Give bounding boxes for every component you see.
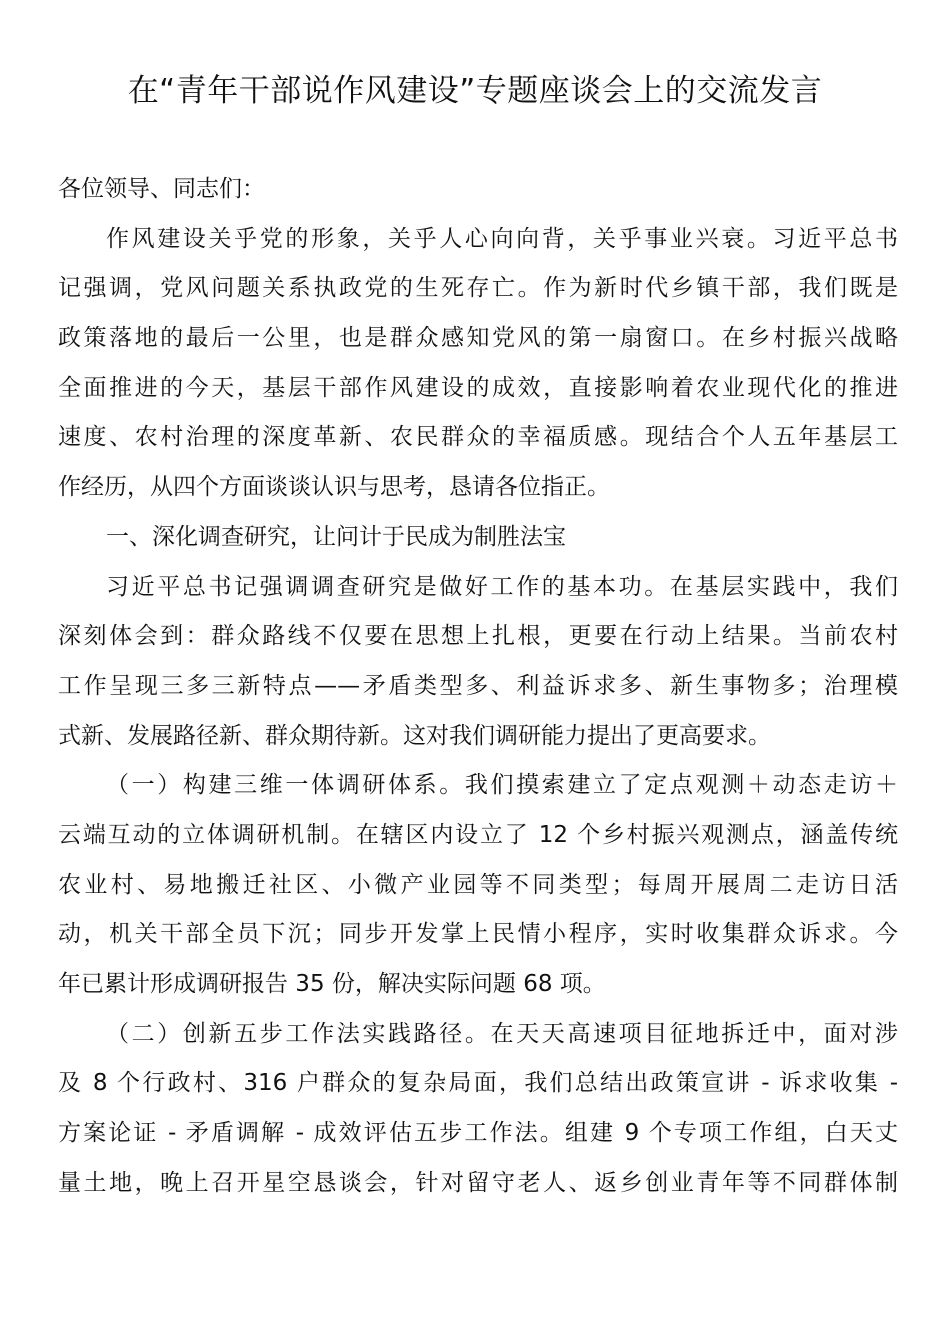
document-body [58, 165, 898, 1208]
paragraph-line: 全面推进的今天，基层干部作风建设的成效，直接影响着农业现代化的推进 [58, 374, 898, 401]
paragraph-line: （一）构建三维一体调研体系。我们摸索建立了定点观测＋动态走访＋ [106, 772, 898, 799]
paragraph-line: 方案论证 - 矛盾调解 - 成效评估五步工作法。组建 9 个专项工作组，白天丈 [58, 1120, 898, 1147]
paragraph-line: 工作呈现三多三新特点——矛盾类型多、利益诉求多、新生事物多；治理模 [58, 672, 898, 699]
paragraph-line: （二）创新五步工作法实践路径。在天天高速项目征地拆迁中，面对涉 [106, 1020, 898, 1047]
paragraph-line: 记强调，党风问题关系执政党的生死存亡。作为新时代乡镇干部，我们既是 [58, 275, 898, 302]
paragraph-line: 量土地，晚上召开星空恳谈会，针对留守老人、返乡创业青年等不同群体制 [58, 1169, 898, 1196]
paragraph-line: 云端互动的立体调研机制。在辖区内设立了 12 个乡村振兴观测点，涵盖传统 [58, 821, 898, 848]
paragraph-line: 政策落地的最后一公里，也是群众感知党风的第一扇窗口。在乡村振兴战略 [58, 325, 898, 352]
salutation: 各位领导、同志们： [58, 176, 265, 202]
paragraph-line: 深刻体会到：群众路线不仅要在思想上扎根，更要在行动上结果。当前农村 [58, 623, 898, 650]
paragraph-line: 式新、发展路径新、群众期待新。这对我们调研能力提出了更高要求。 [58, 722, 771, 749]
paragraph-line: 速度、农村治理的深度革新、农民群众的幸福质感。现结合个人五年基层工 [58, 424, 898, 451]
paragraph-line: 作风建设关乎党的形象，关乎人心向向背，关乎事业兴衰。习近平总书 [106, 225, 898, 252]
section-heading: 一、深化调查研究，让问计于民成为制胜法宝 [106, 523, 566, 550]
paragraph-line: 动，机关干部全员下沉；同步开发掌上民情小程序，实时收集群众诉求。今 [58, 921, 898, 948]
paragraph-line: 年已累计形成调研报告 35 份，解决实际问题 68 项。 [58, 971, 606, 997]
paragraph-line: 习近平总书记强调调查研究是做好工作的基本功。在基层实践中，我们 [106, 573, 898, 600]
paragraph-line: 作经历，从四个方面谈谈认识与思考，恳请各位指正。 [58, 474, 610, 501]
paragraph-line: 及 8 个行政村、316 户群众的复杂局面，我们总结出政策宣讲 - 诉求收集 - [58, 1070, 898, 1097]
paragraph-line: 农业村、易地搬迁社区、小微产业园等不同类型；每周开展周二走访日活 [58, 871, 898, 898]
document-title: 在“青年干部说作风建设”专题座谈会上的交流发言 [127, 73, 823, 109]
